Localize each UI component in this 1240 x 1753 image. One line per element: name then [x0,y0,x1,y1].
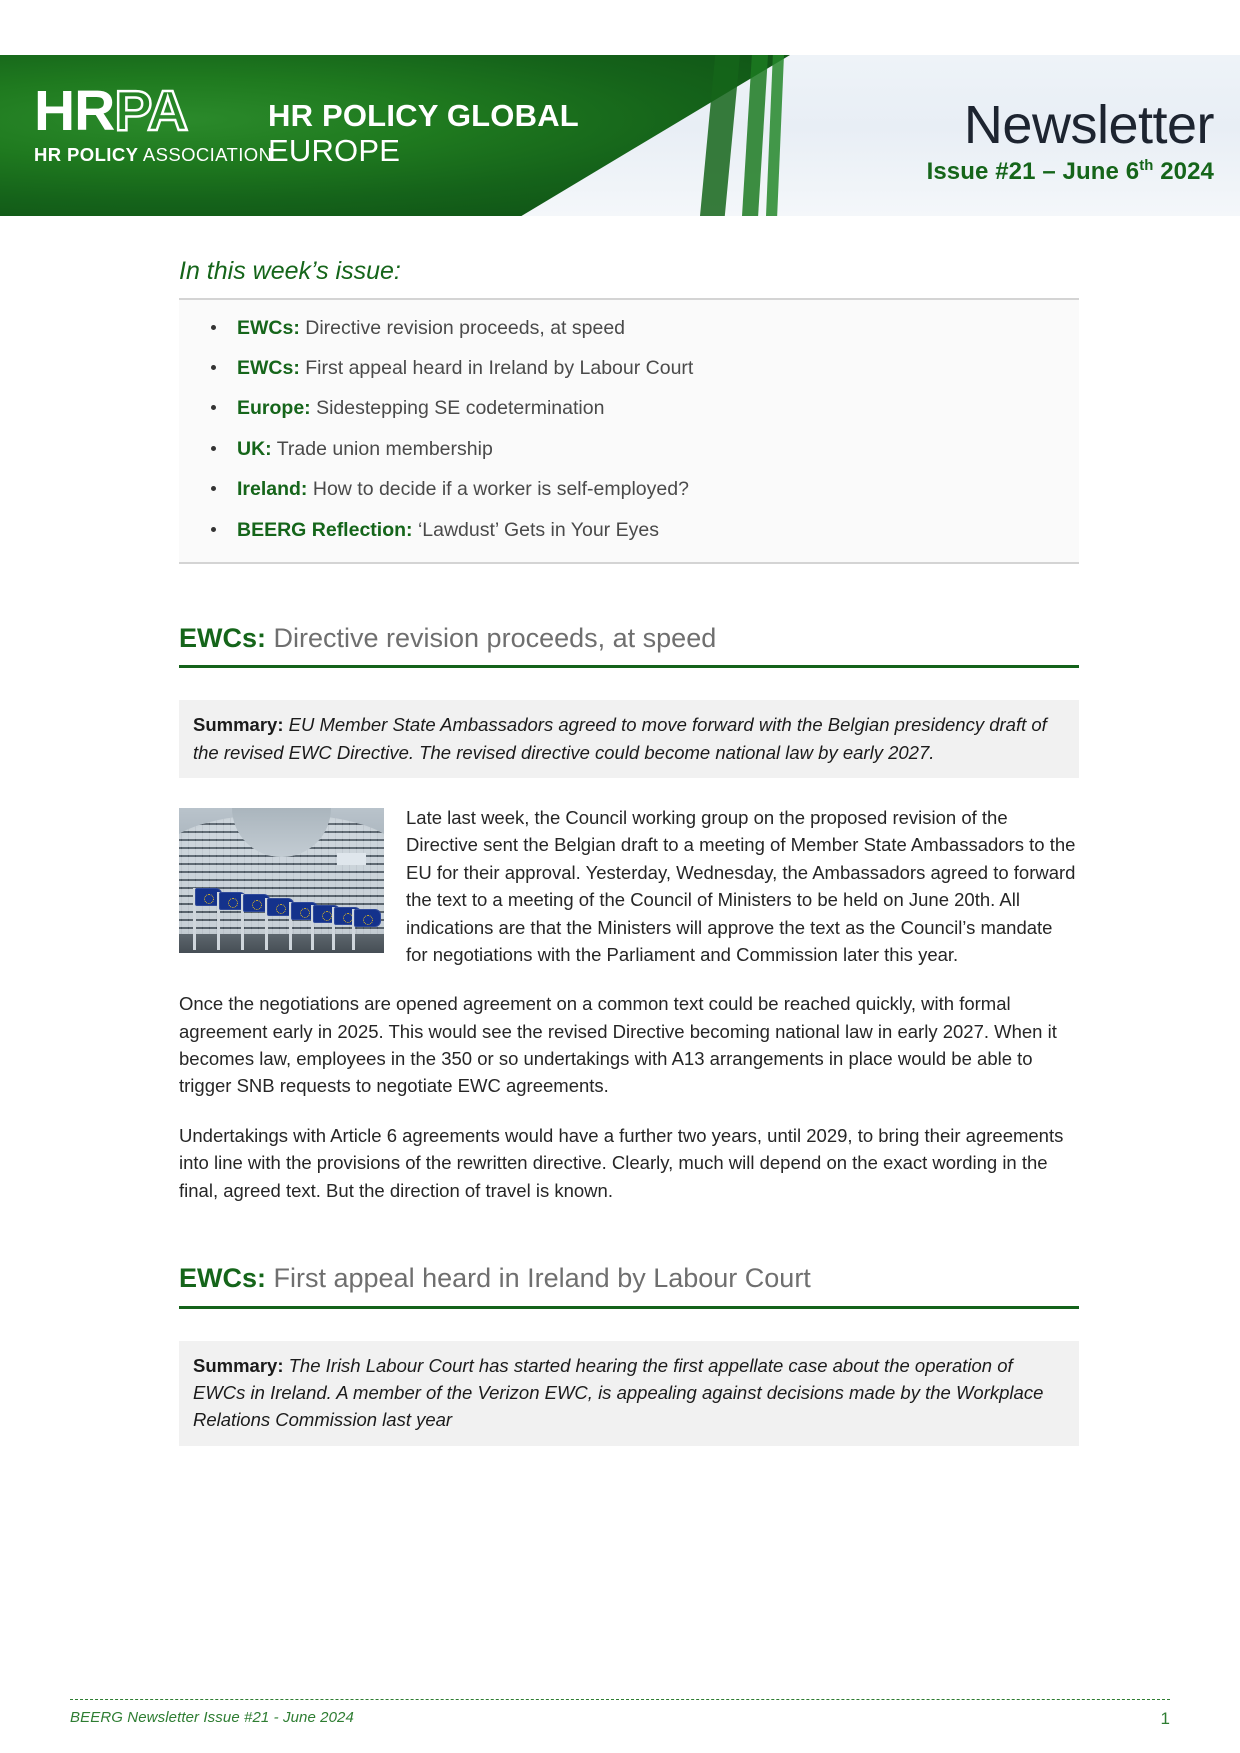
section-heading [179,622,1079,656]
list-item[interactable] [179,477,1079,503]
eu-flag-icon [332,907,335,950]
summary-label: Summary: [193,714,284,736]
hrpa-logo-hr: HR [34,79,115,143]
list-item-lead: BEERG Reflection: [237,518,413,541]
bullet-icon [211,405,216,410]
list-item[interactable] [179,356,1079,382]
hrpa-logo-acronym [34,79,272,143]
page-footer [0,1699,1240,1727]
bullet-icon [211,446,216,451]
list-item-text: ‘Lawdust’ Gets in Your Eyes [412,518,659,541]
section-divider [179,1306,1079,1309]
list-item[interactable] [179,437,1079,463]
eu-flag-icon [217,892,220,950]
list-item-lead: EWCs: [237,316,300,339]
footer-text: BEERG Newsletter Issue #21 - June 2024 [70,1709,354,1726]
newsletter-title-block [744,97,1214,186]
page-number: 1 [1160,1709,1170,1728]
hrpa-logo-subtitle [34,146,272,165]
bullet-icon [211,365,216,370]
article-section-1 [179,622,1079,1204]
hrpa-logo-subtitle-bold: HR POLICY [34,144,139,165]
list-item-lead: Europe: [237,397,311,420]
issue-ordinal: th [1139,157,1154,174]
list-item[interactable] [179,316,1079,342]
hrpa-logo-pa: PA [114,79,188,143]
section-heading-text: Directive revision proceeds, at speed [266,622,717,653]
bullet-icon [211,486,216,491]
bullet-icon [211,325,216,330]
newsletter-issue-line [744,158,1214,186]
article-section-2 [179,1262,1079,1446]
section-heading [179,1262,1079,1296]
eu-flag-icon [193,888,196,950]
toc-box [179,298,1079,564]
article-paragraph: Late last week, the Council working group on the proposed revision of the Directive sent the Belgian draft to a meeting of Member State Ambassadors to the EU for their approval. Yesterday, Wednesday, the Ambassadors agreed to forward the text to a meeting of the Council of Ministers to be held on June 20th. All indications are that the Ministers will approve the text as the Council’s mandate for negotiations with the Parliament and Commission later this year. [406,807,1076,965]
brand-line-europe: EUROPE [268,132,401,168]
brand-title-block [268,100,579,166]
summary-text: The Irish Labour Court has started hearing the first appellate case about the operation of EWCs in Ireland. A member of the Verizon EWC, is appealing against decisions made by the Workplace Relations Commission last year [193,1354,1044,1431]
list-item[interactable] [179,396,1079,422]
toc-title: In this week’s issue: [179,257,401,285]
issue-prefix: Issue #21 – June 6 [926,157,1140,185]
bullet-icon [211,527,216,532]
berlaymont-building-image [179,808,384,953]
list-item-lead: EWCs: [237,356,300,379]
summary-box [179,700,1079,778]
image-building-window [337,853,366,865]
eu-flag-icon [241,894,244,950]
eu-flag-icon [352,909,355,950]
footer-divider [70,1699,1170,1700]
list-item-text: Sidestepping SE codetermination [310,397,605,420]
section-heading-lead: EWCs: [179,1262,266,1293]
document-body [0,216,1240,1472]
brand-line-global: HR POLICY GLOBAL [268,98,579,133]
summary-text: EU Member State Ambassadors agreed to move forward with the Belgian presidency draft of the revised EWC Directive. The revised directive could become national law by early 2027. [193,714,1047,763]
article-paragraph: Undertakings with Article 6 agreements would have a further two years, until 2029, to bring their agreements into line with the provisions of the rewritten directive. Clearly, much will depend on the exact wording in the final, agreed text. But the direction of travel is known. [179,1124,1064,1201]
issue-year: 2024 [1153,157,1214,185]
newsletter-title: Newsletter [963,95,1214,155]
summary-label: Summary: [193,1354,284,1376]
summary-box [179,1341,1079,1446]
newsletter-header-banner [0,55,1240,216]
toc-list [179,316,1079,544]
section-heading-lead: EWCs: [179,622,266,653]
section-divider [179,665,1079,668]
list-item-lead: UK: [237,437,272,460]
eu-flag-icon [265,898,268,950]
article-first-block [179,804,1079,990]
eu-flag-icon [311,905,314,950]
list-item-text: Directive revision proceeds, at speed [299,316,626,339]
hrpa-logo-subtitle-light: ASSOCIATION [138,144,273,165]
list-item-text: How to decide if a worker is self-employed? [307,478,689,501]
list-item-text: Trade union membership [271,437,493,460]
list-item-lead: Ireland: [237,478,308,501]
article-paragraph: Once the negotiations are opened agreement on a common text could be reached quickly, with formal agreement early in 2025. This would see the revised Directive becoming national law in early 2027. When it becomes law, employees in the 350 or so undertakings with A13 arrangements in place would be able to trigger SNB requests to negotiate EWC agreements. [179,993,1057,1097]
list-item[interactable] [179,518,1079,544]
list-item-text: First appeal heard in Ireland by Labour Court [299,356,694,379]
section-heading-text: First appeal heard in Ireland by Labour Court [266,1262,811,1293]
eu-flag-icon [289,902,292,950]
hrpa-logo [34,79,273,165]
